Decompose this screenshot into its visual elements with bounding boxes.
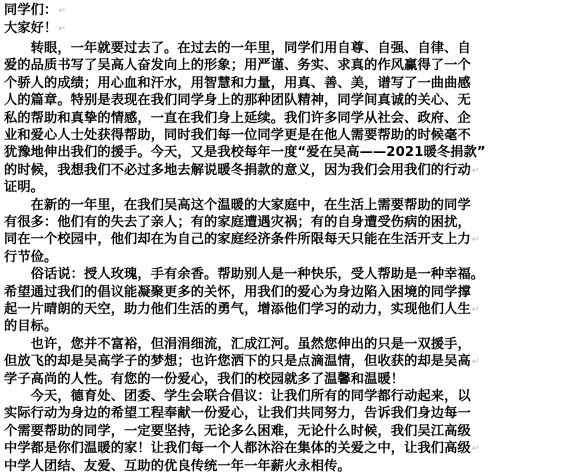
body-line (4, 336, 572, 354)
body-line-text: 同在一个校园中，他们却在为自己的家庭经济条件所限每天只能在生活开支上力 (4, 232, 471, 248)
body-line-text: 中学人团结、友爱、互助的优良传统一年一年薪火永相传。 (4, 458, 351, 474)
body-line (4, 249, 572, 267)
paragraph-mark-icon: ↵ (471, 444, 480, 455)
body-line (4, 458, 572, 476)
body-line-text: 希望通过我们的倡议能凝聚更多的关怀，用我们的爱心为身边陷入困境的同学撑 (4, 284, 471, 300)
body-line (4, 110, 572, 128)
body-line (4, 40, 572, 58)
body-line-text: 业和爱心人士处获得帮助，同时我们每一位同学更是在他人需要帮助的时候毫不 (4, 128, 471, 143)
body-line (4, 371, 572, 389)
body-line-text: 有很多：他们有的失去了亲人；有的家庭遭遇灾祸；有的自身遭受伤病的困扰， (4, 215, 471, 230)
paragraph-mark-icon: ↵ (471, 165, 480, 176)
paragraph-mark-icon: ↵ (471, 357, 480, 368)
body-line (4, 440, 572, 458)
body-line (4, 162, 572, 180)
body-line (4, 284, 572, 302)
body-line (4, 353, 572, 371)
body-line-text: 犹豫地伸出我们的援手。今天，又是我校每年一度“爱在吴高——2021暖冬捐款” (4, 145, 486, 161)
body-line-text: 今天，德育处、团委、学生会联合倡议：让我们所有的同学都行动起来，以 (4, 389, 471, 404)
body-line-text: 个需要帮助的同学，一定要坚持，无论多么困难，无论什么时候，我们吴江高级 (4, 423, 471, 439)
body-line-text: 中学都是你们温暖的家！让我们每一个人都沐浴在集体的关爱之中，让我们高级 (4, 441, 471, 457)
body-line-text: 转眼，一年就要过去了。在过去的一年里，同学们用自尊、自强、自律、自 (4, 41, 471, 56)
greeting-text: 大家好！ (4, 21, 58, 36)
body-line (4, 266, 572, 284)
body-line (4, 301, 572, 319)
body-line (4, 144, 572, 162)
body-line-text: 俗话说：授人玫瑰，手有余香。帮助别人是一种快乐，受人帮助是一种幸福。 (4, 267, 485, 283)
paragraph-mark-icon: ↵ (471, 235, 480, 246)
paragraph-mark-icon: ↵ (471, 305, 480, 315)
body-line-text: 但放飞的却是吴高学子的梦想；也许您洒下的只是点滴温情，但收获的却是吴高 (4, 354, 471, 370)
body-line (4, 214, 572, 232)
body-line-text: 证明。 (4, 180, 45, 196)
body-line-text: 的目标。 (4, 319, 58, 335)
body-line-text: 学子高尚的人性。有您的一份爱心，我们的校园就多了温馨和温暖！ (4, 371, 405, 387)
paragraph-mark-icon: ↵ (58, 6, 67, 16)
body-line-text: 起一片晴朗的天空，助力他们生活的勇气，增添他们学习的动力，实现他们人生 (4, 302, 471, 317)
body-line (4, 405, 572, 423)
body-line-text: 人的篇章。特别是表现在我们同学身上的那种团队精神，同学间真诚的关心、无 (4, 93, 471, 109)
body-line-text: 个骄人的成绩；用心血和汗水，用智慧和力量，用真、善、美，谱写了一曲曲感 (4, 75, 471, 91)
body-line (4, 423, 572, 441)
body-line-text: 私的帮助和真挚的情感，一直在我们身上延续。我们许多同学从社会、政府、企 (4, 110, 471, 126)
body-line-text: 行节俭。 (4, 249, 58, 265)
body-line (4, 92, 572, 110)
greeting-line (4, 20, 572, 38)
body-line (4, 57, 572, 75)
body-line-text: 实际行动为身边的希望工程奉献一份爱心，让我们共同努力，告诉我们身边每一 (4, 406, 471, 422)
body-line-text: 爱的品质书写了吴高人奋发向上的形象；用严谨、务实、求真的作风赢得了一个 (4, 58, 471, 74)
body-line (4, 179, 572, 197)
body-line (4, 197, 572, 215)
body-line (4, 231, 572, 249)
body-line-text: 在新的一年里，在我们吴高这个温暖的大家庭中，在生活上需要帮助的同学 (4, 197, 471, 213)
paragraph-mark-icon: ↵ (58, 24, 67, 34)
salutation-text: 同学们： (4, 3, 58, 18)
salutation-line (4, 2, 572, 20)
body-line-text: 也许，您并不富裕，但涓涓细流，汇成江河。虽然您伸出的只是一双援手， (4, 336, 471, 352)
body-line (4, 318, 572, 336)
body-line-text: 的时候，我想我们不必过多地去解说暖冬捐款的意义，因为我们会用我们的行动 (4, 162, 471, 178)
body-line (4, 75, 572, 93)
body-line (4, 127, 572, 145)
body-line (4, 388, 572, 406)
